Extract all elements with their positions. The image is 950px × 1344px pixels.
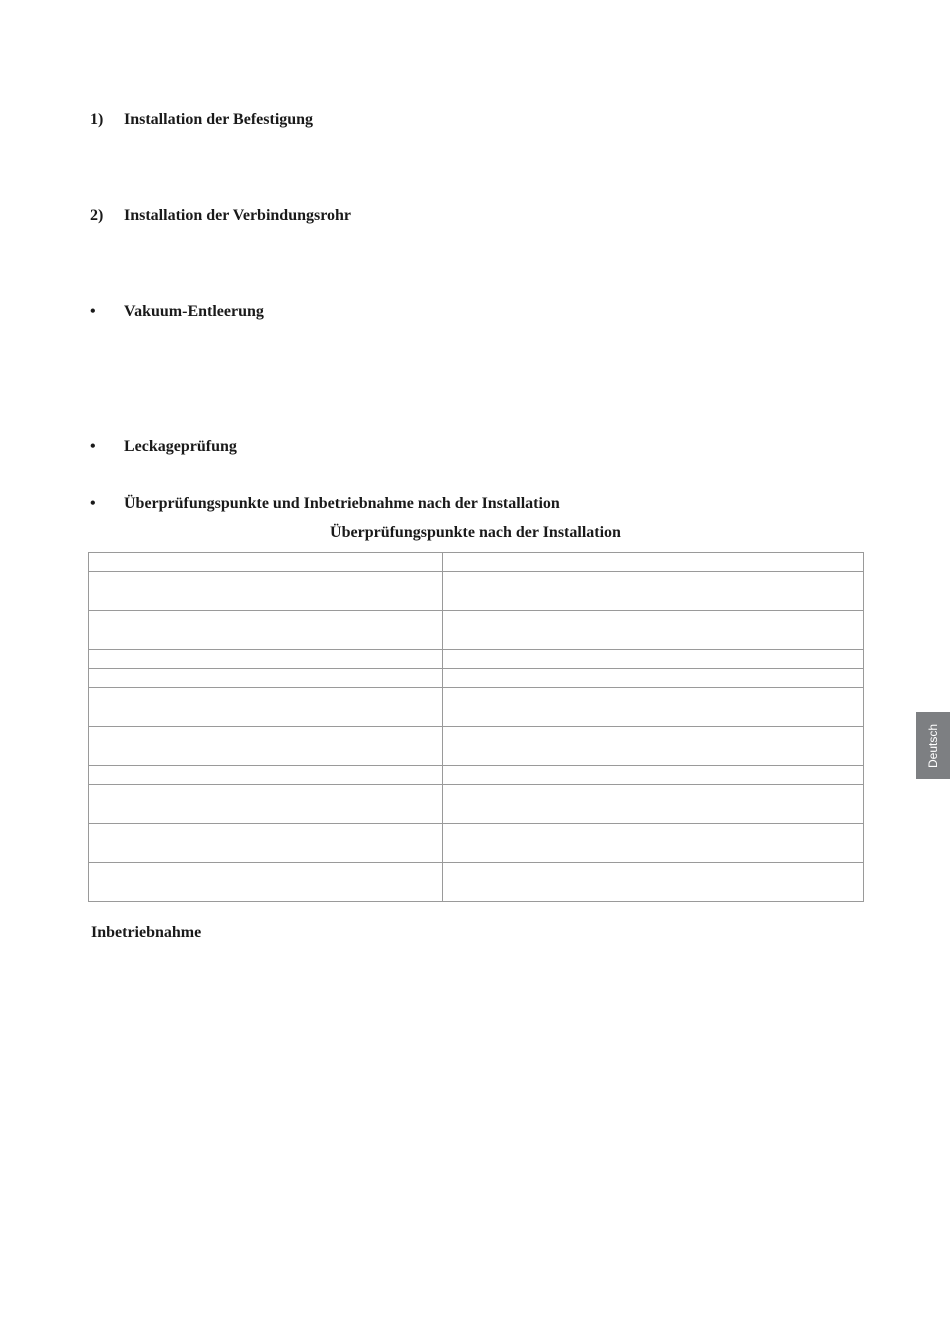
- bullet-icon: •: [90, 495, 96, 512]
- section-heading-leak-test: [90, 437, 237, 457]
- table-cell: [89, 611, 443, 650]
- table-cell: [443, 572, 864, 611]
- table-cell: [89, 824, 443, 863]
- table-row: [89, 727, 864, 766]
- commissioning-heading: Inbetriebnahme: [91, 924, 202, 941]
- section-title: Überprüfungspunkte und Inbetriebnahme nach der Installation: [124, 495, 560, 512]
- table-cell: [89, 785, 443, 824]
- table-row: [89, 669, 864, 688]
- section-heading-fastening: [90, 110, 313, 130]
- table-cell: [89, 553, 443, 572]
- table-cell: [443, 669, 864, 688]
- table-cell: [89, 727, 443, 766]
- table-cell: [443, 785, 864, 824]
- table-cell: [443, 688, 864, 727]
- table-row: [89, 611, 864, 650]
- table-row: [89, 766, 864, 785]
- section-heading-checkpoints: [90, 494, 560, 514]
- table-cell: [443, 824, 864, 863]
- table-row: [89, 688, 864, 727]
- table-cell: [89, 766, 443, 785]
- section-title: Leckageprüfung: [124, 438, 237, 455]
- table-cell: [89, 650, 443, 669]
- table-row: [89, 572, 864, 611]
- table-cell: [443, 611, 864, 650]
- section-title: Vakuum-Entleerung: [124, 303, 264, 320]
- section-heading-connection-pipe: [90, 206, 351, 226]
- bullet-icon: •: [90, 438, 96, 455]
- table-title: Überprüfungspunkte nach der Installation: [330, 524, 621, 541]
- checkpoint-table: [88, 552, 864, 902]
- table-cell: [89, 572, 443, 611]
- table-row: [89, 863, 864, 902]
- table-row: [89, 785, 864, 824]
- section-heading-vacuum: [90, 302, 264, 322]
- language-tab-label: Deutsch: [926, 723, 940, 768]
- table-row: [89, 553, 864, 572]
- section-title: Installation der Befestigung: [124, 111, 314, 128]
- bullet-icon: •: [90, 303, 96, 320]
- table-cell: [443, 863, 864, 902]
- section-number: 2): [90, 207, 104, 224]
- section-title: Installation der Verbindungsrohr: [124, 207, 352, 224]
- section-number: 1): [90, 111, 104, 128]
- table-cell: [443, 553, 864, 572]
- table-cell: [89, 688, 443, 727]
- table-cell: [443, 727, 864, 766]
- table-cell: [89, 863, 443, 902]
- language-tab: [916, 712, 950, 779]
- table-cell: [443, 766, 864, 785]
- table-row: [89, 650, 864, 669]
- table-cell: [443, 650, 864, 669]
- table-cell: [89, 669, 443, 688]
- table-row: [89, 824, 864, 863]
